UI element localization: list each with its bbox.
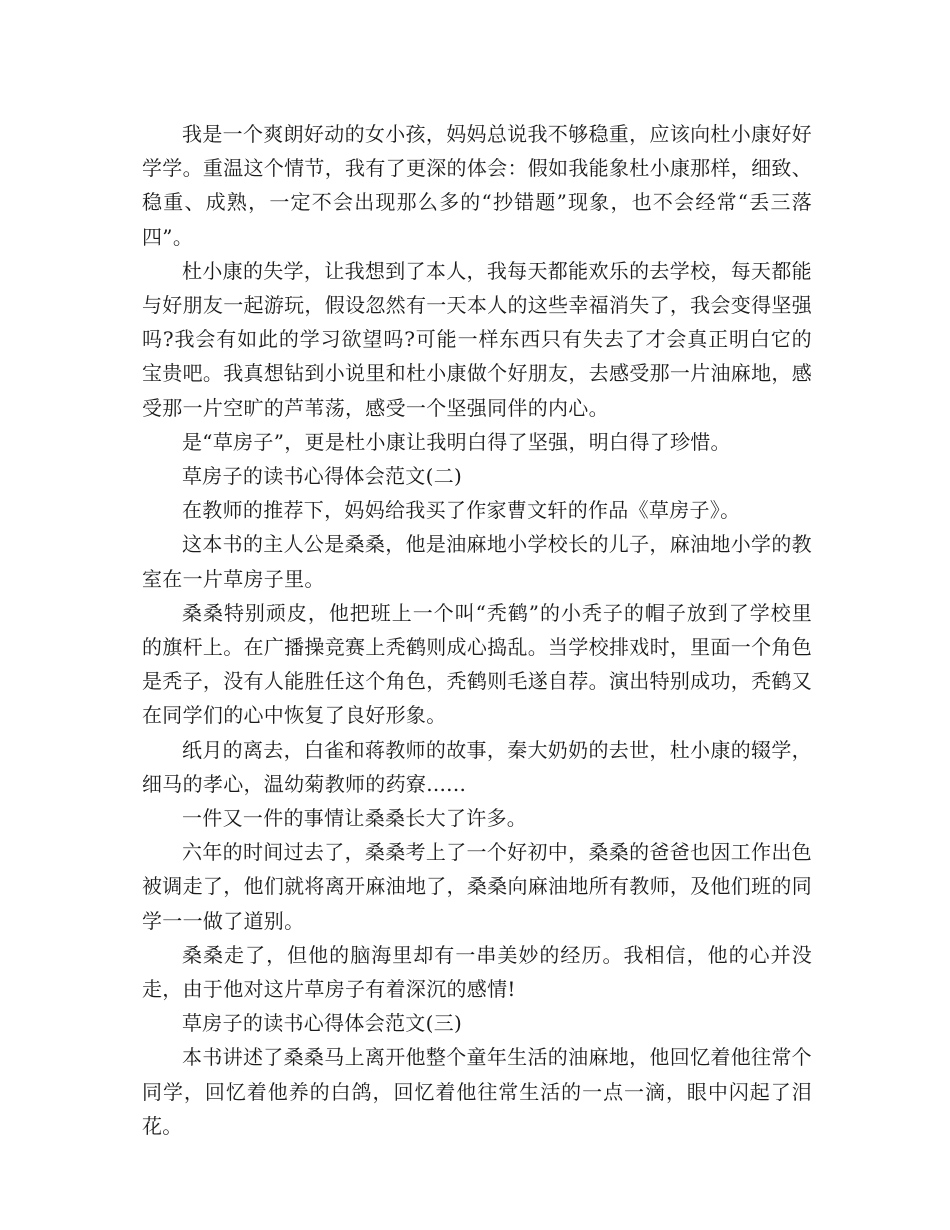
section-heading-3: 草房子的读书心得体会范文(三) xyxy=(182,1011,463,1036)
paragraph-5: 这本书的主人公是桑桑，他是油麻地小学校长的儿子，麻油地小学的教室在一片草房子里。 xyxy=(142,532,812,591)
paragraph-8: 一件又一件的事情让桑桑长大了许多。 xyxy=(182,806,528,831)
paragraph-1: 我是一个爽朗好动的女小孩，妈妈总说我不够稳重，应该向杜小康好好学学。重温这个情节，我有了更深的体会：假如我能象杜小康那样，细致、稳重、成熟，一定不会出现那么多的“抄错题”现象，也不会经常“丢三落四”。 xyxy=(142,122,812,249)
document-body xyxy=(142,117,812,1143)
paragraph-3: 是“草房子”，更是杜小康让我明白得了坚强，明白得了珍惜。 xyxy=(182,429,731,454)
paragraph-9: 六年的时间过去了，桑桑考上了一个好初中，桑桑的爸爸也因工作出色被调走了，他们就将离开麻油地了，桑桑向麻油地所有教师，及他们班的同学一一做了道别。 xyxy=(142,840,812,933)
paragraph-4: 在教师的推荐下，妈妈给我买了作家曹文轩的作品《草房子》。 xyxy=(182,498,741,523)
paragraph-2: 杜小康的失学，让我想到了本人，我每天都能欢乐的去学校，每天都能与好朋友一起游玩，假设忽然有一天本人的这些幸福消失了，我会变得坚强吗?我会有如此的学习欲望吗?可能一样东西只有失去了才会真正明白它的宝贵吧。我真想钻到小说里和杜小康做个好朋友，去感受那一片油麻地，感受那一片空旷的芦苇荡，感受一个坚强同伴的内心。 xyxy=(142,258,812,420)
paragraph-11: 本书讲述了桑桑马上离开他整个童年生活的油麻地，他回忆着他往常个同学，回忆着他养的白鸽，回忆着他往常生活的一点一滴，眼中闪起了泪花。 xyxy=(142,1045,812,1138)
paragraph-7: 纸月的离去，白雀和蒋教师的故事，秦大奶奶的去世，杜小康的辍学，细马的孝心，温幼菊教师的药寮...... xyxy=(142,737,812,796)
paragraph-6: 桑桑特别顽皮，他把班上一个叫“秃鹤”的小秃子的帽子放到了学校里的旗杆上。在广播操竞赛上秃鹤则成心捣乱。当学校排戏时，里面一个角色是秃子，没有人能胜任这个角色，秃鹤则毛遂自荐。演出特别成功，秃鹤又在同学们的心中恢复了良好形象。 xyxy=(142,600,812,728)
section-heading-2: 草房子的读书心得体会范文(二) xyxy=(182,464,463,489)
paragraph-10: 桑桑走了，但他的脑海里却有一串美妙的经历。我相信，他的心并没走，由于他对这片草房子有着深沉的感情! xyxy=(142,942,812,1002)
